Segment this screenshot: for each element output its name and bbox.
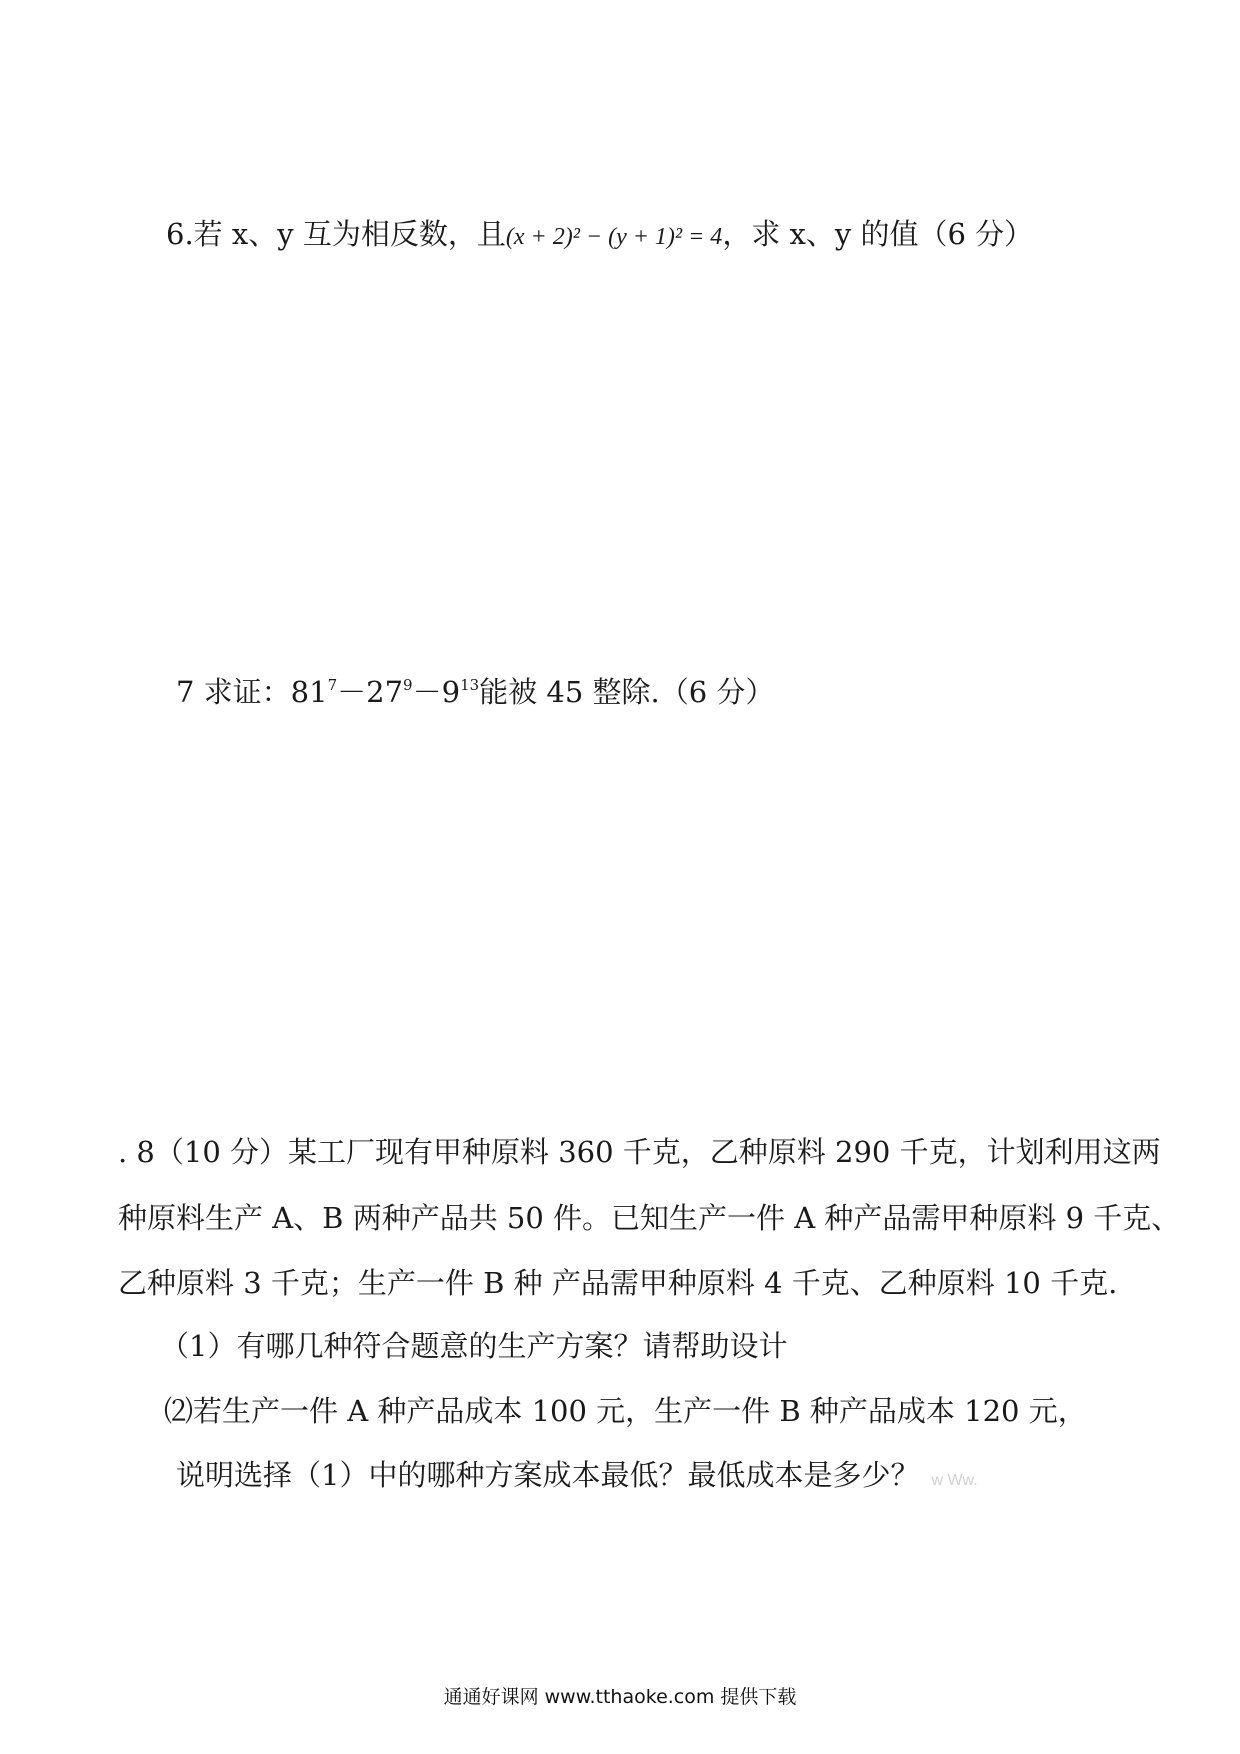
question-8-part-1: （1）有哪几种符合题意的生产方案？请帮助设计 <box>160 1329 788 1363</box>
question-8-line-3: 乙种原料 3 千克；生产一件 B 种 产品需甲种原料 4 千克、乙种原料 10 千克. <box>118 1266 1118 1300</box>
page-footer: 通通好课网 www.tthaoke.com 提供下载 <box>443 1686 797 1708</box>
question-6-suffix: ，求 x、y 的值（6 分） <box>722 217 1034 251</box>
question-8-part-2-continued <box>176 1457 978 1499</box>
power-base-1: 81 <box>290 675 328 709</box>
minus-sign-1: － <box>337 675 367 709</box>
power-exponent-1: 7 <box>327 676 338 694</box>
question-8-part-2-text: 说明选择（1）中的哪种方案成本最低？最低成本是多少？ <box>176 1458 920 1492</box>
faint-watermark-text: w Ww. <box>931 1472 978 1489</box>
question-6 <box>166 216 1033 255</box>
question-8-line-1: . 8（10 分）某工厂现有甲种原料 360 千克，乙种原料 290 千克，计划利用这两 <box>118 1135 1161 1169</box>
minus-sign-2: － <box>412 675 442 709</box>
question-8-part-2: ⑵若生产一件 A 种产品成本 100 元，生产一件 B 种产品成本 120 元， <box>164 1394 1087 1428</box>
question-7 <box>176 674 774 710</box>
question-7-suffix: 能被 45 整除.（6 分） <box>479 675 775 709</box>
question-8-line-2: 种原料生产 A、B 两种产品共 50 件。已知生产一件 A 种产品需甲种原料 9 千克、 <box>118 1201 1181 1235</box>
power-base-3: 9 <box>441 675 461 709</box>
question-7-prefix: 7 求证： <box>176 675 291 709</box>
question-6-formula: (x + 2)² − (y + 1)² = 4 <box>505 224 723 250</box>
power-exponent-2: 9 <box>403 676 413 694</box>
question-6-prefix: 6.若 x、y 互为相反数，且 <box>166 217 506 251</box>
power-base-2: 27 <box>366 675 404 709</box>
power-exponent-3: 13 <box>460 676 480 694</box>
